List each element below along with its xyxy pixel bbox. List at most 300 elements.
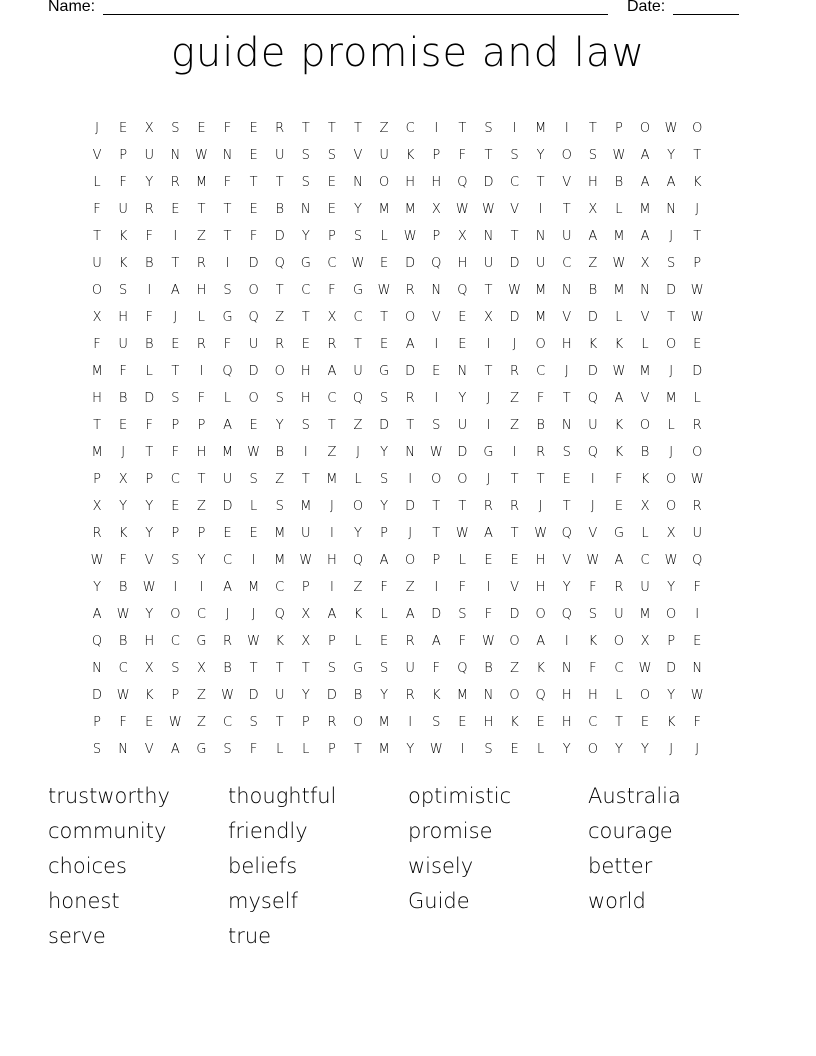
grid-letter[interactable]: Y <box>301 688 310 703</box>
grid-letter[interactable]: Z <box>196 715 206 730</box>
grid-letter[interactable]: I <box>303 445 308 460</box>
grid-letter[interactable]: P <box>171 526 180 541</box>
grid-letter[interactable]: Q <box>561 526 572 541</box>
grid-letter[interactable]: C <box>222 715 233 730</box>
grid-letter[interactable]: J <box>95 121 99 136</box>
grid-letter[interactable]: A <box>666 175 676 190</box>
grid-letter[interactable]: S <box>327 661 337 676</box>
grid-letter[interactable]: A <box>431 634 441 649</box>
grid-letter[interactable]: F <box>171 445 180 460</box>
grid-letter[interactable]: M <box>378 742 390 757</box>
grid-letter[interactable]: D <box>248 256 259 271</box>
grid-letter[interactable]: U <box>588 418 598 433</box>
grid-letter[interactable]: M <box>221 445 234 460</box>
grid-letter[interactable]: P <box>145 472 154 487</box>
grid-letter[interactable]: K <box>588 337 598 352</box>
grid-letter[interactable]: C <box>170 634 180 649</box>
grid-letter[interactable]: Z <box>379 121 389 136</box>
grid-letter[interactable]: X <box>301 607 311 622</box>
grid-letter[interactable]: W <box>586 553 600 568</box>
grid-letter[interactable]: X <box>431 202 441 217</box>
grid-letter[interactable]: Z <box>196 229 206 244</box>
grid-letter[interactable]: I <box>486 337 491 352</box>
grid-letter[interactable]: T <box>249 175 258 190</box>
grid-letter[interactable]: I <box>434 391 439 406</box>
grid-letter[interactable]: U <box>353 364 363 379</box>
grid-letter[interactable]: G <box>613 526 624 541</box>
grid-letter[interactable]: Z <box>196 688 206 703</box>
grid-letter[interactable]: H <box>144 634 155 649</box>
grid-letter[interactable]: P <box>667 634 676 649</box>
grid-letter[interactable]: H <box>300 391 311 406</box>
grid-letter[interactable]: H <box>196 445 207 460</box>
grid-letter[interactable]: E <box>249 526 258 541</box>
grid-letter[interactable]: F <box>119 715 127 730</box>
grid-letter[interactable]: R <box>483 499 493 514</box>
grid-letter[interactable]: D <box>587 310 598 325</box>
grid-letter[interactable]: X <box>457 229 467 244</box>
grid-letter[interactable]: R <box>510 499 520 514</box>
grid-letter[interactable]: I <box>460 742 465 757</box>
grid-letter[interactable]: T <box>614 715 623 730</box>
grid-letter[interactable]: F <box>145 418 153 433</box>
grid-letter[interactable]: N <box>561 418 572 433</box>
grid-letter[interactable]: O <box>91 283 103 298</box>
grid-letter[interactable]: K <box>353 607 363 622</box>
grid-letter[interactable]: Y <box>145 499 154 514</box>
grid-letter[interactable]: D <box>405 256 416 271</box>
grid-letter[interactable]: Q <box>457 283 468 298</box>
grid-letter[interactable]: V <box>640 391 650 406</box>
grid-letter[interactable]: P <box>171 688 180 703</box>
grid-letter[interactable]: J <box>486 391 491 406</box>
grid-letter[interactable]: U <box>405 661 415 676</box>
grid-letter[interactable]: U <box>118 202 128 217</box>
grid-letter[interactable]: Y <box>197 553 206 568</box>
grid-letter[interactable]: V <box>510 580 519 595</box>
grid-letter[interactable]: F <box>145 229 153 244</box>
grid-letter[interactable]: P <box>693 256 702 271</box>
grid-letter[interactable]: T <box>458 499 467 514</box>
grid-letter[interactable]: F <box>119 364 127 379</box>
grid-letter[interactable]: Y <box>380 688 389 703</box>
grid-letter[interactable]: I <box>147 283 152 298</box>
grid-letter[interactable]: Y <box>562 742 571 757</box>
grid-letter[interactable]: O <box>248 283 259 298</box>
grid-letter[interactable]: C <box>301 283 311 298</box>
grid-letter[interactable]: T <box>301 661 310 676</box>
grid-letter[interactable]: Y <box>145 607 154 622</box>
grid-letter[interactable]: I <box>329 526 334 541</box>
grid-letter[interactable]: L <box>223 391 232 406</box>
grid-letter[interactable]: T <box>327 121 336 136</box>
grid-letter[interactable]: R <box>405 688 415 703</box>
grid-letter[interactable]: V <box>144 553 154 568</box>
grid-letter[interactable]: H <box>118 310 129 325</box>
grid-letter[interactable]: L <box>537 742 545 757</box>
grid-letter[interactable]: Y <box>614 742 623 757</box>
grid-letter[interactable]: F <box>693 580 701 595</box>
grid-letter[interactable]: N <box>561 283 572 298</box>
grid-letter[interactable]: N <box>483 229 494 244</box>
grid-letter[interactable]: S <box>379 661 389 676</box>
grid-letter[interactable]: T <box>484 283 493 298</box>
grid-letter[interactable]: K <box>118 256 128 271</box>
grid-letter[interactable]: Y <box>641 742 649 757</box>
grid-letter[interactable]: Q <box>91 634 103 649</box>
grid-letter[interactable]: I <box>564 634 569 649</box>
grid-letter[interactable]: D <box>326 688 337 703</box>
grid-letter[interactable]: E <box>693 634 702 649</box>
grid-letter[interactable]: E <box>458 310 467 325</box>
grid-letter[interactable]: W <box>638 661 652 676</box>
grid-letter[interactable]: A <box>92 607 102 622</box>
grid-letter[interactable]: M <box>639 202 651 217</box>
grid-letter[interactable]: A <box>170 742 180 757</box>
grid-letter[interactable]: Q <box>248 310 259 325</box>
grid-letter[interactable]: O <box>352 715 364 730</box>
grid-letter[interactable]: P <box>119 148 128 163</box>
grid-letter[interactable]: K <box>275 634 284 649</box>
grid-letter[interactable]: E <box>432 364 441 379</box>
grid-letter[interactable]: S <box>249 715 258 730</box>
grid-letter[interactable]: D <box>509 607 520 622</box>
grid-letter[interactable]: Z <box>405 580 415 595</box>
grid-letter[interactable]: V <box>588 526 598 541</box>
grid-letter[interactable]: K <box>640 472 650 487</box>
grid-letter[interactable]: D <box>248 364 259 379</box>
grid-letter[interactable]: I <box>564 121 569 136</box>
grid-letter[interactable]: C <box>588 715 598 730</box>
grid-letter[interactable]: X <box>301 634 311 649</box>
grid-letter[interactable]: E <box>119 418 128 433</box>
grid-letter[interactable]: D <box>431 607 442 622</box>
grid-letter[interactable]: Q <box>561 607 572 622</box>
grid-letter[interactable]: S <box>171 391 180 406</box>
grid-letter[interactable]: A <box>588 229 598 244</box>
grid-letter[interactable]: E <box>458 715 467 730</box>
grid-letter[interactable]: T <box>588 121 597 136</box>
grid-letter[interactable]: E <box>249 121 258 136</box>
grid-letter[interactable]: X <box>92 310 102 325</box>
grid-letter[interactable]: R <box>327 715 337 730</box>
grid-letter[interactable]: T <box>562 202 571 217</box>
grid-letter[interactable]: S <box>458 607 467 622</box>
grid-letter[interactable]: F <box>432 661 440 676</box>
grid-letter[interactable]: U <box>222 472 233 487</box>
grid-letter[interactable]: S <box>171 121 180 136</box>
grid-letter[interactable]: N <box>300 202 311 217</box>
grid-letter[interactable]: W <box>534 526 548 541</box>
grid-letter[interactable]: W <box>455 526 469 541</box>
grid-letter[interactable]: O <box>535 607 546 622</box>
grid-letter[interactable]: D <box>457 445 468 460</box>
grid-letter[interactable]: T <box>562 391 571 406</box>
grid-letter[interactable]: I <box>173 229 178 244</box>
grid-letter[interactable]: Q <box>535 688 546 703</box>
grid-letter[interactable]: M <box>274 526 286 541</box>
grid-letter[interactable]: J <box>669 742 674 757</box>
grid-letter[interactable]: N <box>405 445 416 460</box>
grid-letter[interactable]: F <box>93 202 101 217</box>
grid-letter[interactable]: U <box>118 337 128 352</box>
grid-letter[interactable]: W <box>403 229 417 244</box>
grid-letter[interactable]: H <box>587 175 598 190</box>
grid-letter[interactable]: Q <box>352 391 364 406</box>
grid-letter[interactable]: U <box>144 148 154 163</box>
grid-letter[interactable]: T <box>171 256 180 271</box>
grid-letter[interactable]: Q <box>587 445 598 460</box>
grid-letter[interactable]: E <box>249 148 258 163</box>
grid-letter[interactable]: J <box>564 364 569 379</box>
grid-letter[interactable]: B <box>144 337 154 352</box>
grid-letter[interactable]: T <box>510 229 519 244</box>
grid-letter[interactable]: T <box>301 472 310 487</box>
grid-letter[interactable]: T <box>354 742 362 757</box>
grid-letter[interactable]: U <box>457 418 468 433</box>
grid-letter[interactable]: D <box>144 391 155 406</box>
grid-letter[interactable]: O <box>509 634 520 649</box>
grid-letter[interactable]: S <box>484 121 493 136</box>
grid-letter[interactable]: S <box>223 283 232 298</box>
grid-letter[interactable]: Y <box>354 202 362 217</box>
grid-letter[interactable]: L <box>641 526 649 541</box>
grid-letter[interactable]: Q <box>457 661 468 676</box>
grid-letter[interactable]: S <box>301 148 310 163</box>
grid-letter[interactable]: T <box>380 310 389 325</box>
grid-letter[interactable]: C <box>405 121 415 136</box>
grid-letter[interactable]: T <box>93 418 102 433</box>
grid-letter[interactable]: F <box>536 391 545 406</box>
grid-letter[interactable]: E <box>171 499 180 514</box>
grid-letter[interactable]: A <box>405 337 415 352</box>
grid-letter[interactable]: R <box>222 634 233 649</box>
grid-letter[interactable]: E <box>484 553 493 568</box>
grid-letter[interactable]: N <box>353 175 363 190</box>
grid-letter[interactable]: F <box>328 283 336 298</box>
grid-letter[interactable]: F <box>249 229 258 244</box>
grid-letter[interactable]: O <box>665 499 677 514</box>
grid-letter[interactable]: O <box>405 553 416 568</box>
grid-letter[interactable]: Z <box>275 472 285 487</box>
grid-letter[interactable]: J <box>512 337 517 352</box>
grid-letter[interactable]: Y <box>119 499 128 514</box>
grid-letter[interactable]: T <box>354 337 362 352</box>
grid-letter[interactable]: M <box>639 364 651 379</box>
grid-letter[interactable]: K <box>432 688 441 703</box>
grid-letter[interactable]: Q <box>587 391 598 406</box>
grid-letter[interactable]: O <box>509 688 520 703</box>
grid-letter[interactable]: R <box>405 391 415 406</box>
grid-letter[interactable]: Y <box>145 175 154 190</box>
grid-letter[interactable]: P <box>197 418 206 433</box>
grid-letter[interactable]: H <box>561 337 572 352</box>
grid-letter[interactable]: M <box>91 364 103 379</box>
grid-letter[interactable]: E <box>379 337 389 352</box>
grid-letter[interactable]: E <box>145 715 154 730</box>
grid-letter[interactable]: L <box>354 634 362 649</box>
grid-letter[interactable]: W <box>90 553 104 568</box>
grid-letter[interactable]: I <box>199 580 204 595</box>
grid-letter[interactable]: K <box>692 175 702 190</box>
grid-letter[interactable]: T <box>275 715 284 730</box>
grid-letter[interactable]: E <box>640 715 650 730</box>
grid-letter[interactable]: M <box>378 202 390 217</box>
grid-letter[interactable]: S <box>301 418 310 433</box>
grid-letter[interactable]: S <box>92 742 102 757</box>
grid-letter[interactable]: A <box>536 634 546 649</box>
grid-letter[interactable]: P <box>327 229 336 244</box>
grid-letter[interactable]: I <box>408 715 413 730</box>
grid-letter[interactable]: F <box>693 715 701 730</box>
grid-letter[interactable]: E <box>249 202 258 217</box>
grid-letter[interactable]: N <box>535 229 546 244</box>
grid-letter[interactable]: X <box>144 121 154 136</box>
grid-letter[interactable]: D <box>405 364 416 379</box>
grid-letter[interactable]: O <box>639 121 651 136</box>
grid-letter[interactable]: O <box>613 634 625 649</box>
grid-letter[interactable]: R <box>327 337 337 352</box>
grid-letter[interactable]: M <box>639 607 651 622</box>
grid-letter[interactable]: X <box>144 661 154 676</box>
grid-letter[interactable]: C <box>170 472 180 487</box>
grid-letter[interactable]: X <box>640 499 650 514</box>
grid-letter[interactable]: T <box>197 202 206 217</box>
date-input-line[interactable] <box>673 14 739 15</box>
grid-letter[interactable]: B <box>275 202 284 217</box>
grid-letter[interactable]: W <box>299 553 313 568</box>
grid-letter[interactable]: U <box>614 607 624 622</box>
grid-letter[interactable]: D <box>222 499 233 514</box>
grid-letter[interactable]: Y <box>458 391 467 406</box>
grid-letter[interactable]: L <box>249 499 258 514</box>
grid-letter[interactable]: I <box>225 256 230 271</box>
grid-letter[interactable]: O <box>405 310 416 325</box>
grid-letter[interactable]: L <box>615 688 623 703</box>
grid-letter[interactable]: U <box>483 256 494 271</box>
grid-letter[interactable]: Y <box>536 148 545 163</box>
grid-letter[interactable]: C <box>327 391 337 406</box>
grid-letter[interactable]: S <box>562 445 571 460</box>
grid-letter[interactable]: M <box>613 229 625 244</box>
grid-letter[interactable]: M <box>613 283 625 298</box>
grid-letter[interactable]: U <box>561 229 572 244</box>
grid-letter[interactable]: M <box>195 175 208 190</box>
grid-letter[interactable]: T <box>301 121 310 136</box>
grid-letter[interactable]: U <box>248 337 259 352</box>
grid-letter[interactable]: M <box>665 391 677 406</box>
grid-letter[interactable]: H <box>535 580 546 595</box>
grid-letter[interactable]: E <box>327 175 336 190</box>
grid-letter[interactable]: J <box>173 310 178 325</box>
grid-letter[interactable]: I <box>486 418 491 433</box>
grid-letter[interactable]: J <box>669 364 674 379</box>
grid-letter[interactable]: E <box>301 337 310 352</box>
grid-letter[interactable]: V <box>92 148 102 163</box>
grid-letter[interactable]: K <box>405 148 415 163</box>
grid-letter[interactable]: J <box>538 499 543 514</box>
grid-letter[interactable]: C <box>536 364 546 379</box>
grid-letter[interactable]: V <box>640 310 650 325</box>
grid-letter[interactable]: K <box>614 418 624 433</box>
grid-letter[interactable]: V <box>562 175 572 190</box>
grid-letter[interactable]: O <box>457 472 468 487</box>
grid-letter[interactable]: W <box>508 283 521 298</box>
grid-letter[interactable]: S <box>301 175 310 190</box>
grid-letter[interactable]: S <box>432 418 441 433</box>
grid-letter[interactable]: U <box>379 148 389 163</box>
grid-letter[interactable]: H <box>535 553 546 568</box>
grid-letter[interactable]: T <box>223 202 232 217</box>
grid-letter[interactable]: H <box>587 688 598 703</box>
grid-letter[interactable]: O <box>692 445 703 460</box>
grid-letter[interactable]: V <box>562 310 572 325</box>
grid-letter[interactable]: P <box>93 715 101 730</box>
grid-letter[interactable]: D <box>92 688 103 703</box>
grid-letter[interactable]: O <box>639 418 651 433</box>
name-input-line[interactable] <box>103 14 608 15</box>
grid-letter[interactable]: Z <box>353 418 363 433</box>
grid-letter[interactable]: L <box>693 391 701 406</box>
grid-letter[interactable]: J <box>356 445 360 460</box>
grid-letter[interactable]: I <box>538 202 543 217</box>
grid-letter[interactable]: P <box>301 715 310 730</box>
grid-letter[interactable]: D <box>274 229 285 244</box>
grid-letter[interactable]: V <box>353 148 363 163</box>
grid-letter[interactable]: A <box>484 526 493 541</box>
grid-letter[interactable]: W <box>351 256 365 271</box>
grid-letter[interactable]: I <box>695 607 700 622</box>
grid-letter[interactable]: O <box>535 337 546 352</box>
grid-letter[interactable]: C <box>275 580 285 595</box>
grid-letter[interactable]: I <box>408 472 413 487</box>
grid-letter[interactable]: W <box>221 688 234 703</box>
grid-letter[interactable]: W <box>455 202 469 217</box>
grid-letter[interactable]: T <box>223 229 232 244</box>
grid-letter[interactable]: W <box>612 256 626 271</box>
grid-letter[interactable]: I <box>329 580 334 595</box>
grid-letter[interactable]: N <box>483 688 494 703</box>
grid-letter[interactable]: W <box>142 580 156 595</box>
grid-letter[interactable]: J <box>486 472 491 487</box>
grid-letter[interactable]: S <box>379 391 389 406</box>
grid-letter[interactable]: Z <box>353 580 363 595</box>
grid-letter[interactable]: B <box>353 688 363 703</box>
grid-letter[interactable]: O <box>248 391 259 406</box>
grid-letter[interactable]: D <box>248 688 259 703</box>
grid-letter[interactable]: T <box>484 364 493 379</box>
grid-letter[interactable]: C <box>640 553 650 568</box>
grid-letter[interactable]: O <box>274 364 285 379</box>
grid-letter[interactable]: R <box>510 364 520 379</box>
grid-letter[interactable]: A <box>223 580 232 595</box>
grid-letter[interactable]: M <box>404 202 416 217</box>
grid-letter[interactable]: W <box>377 283 391 298</box>
grid-letter[interactable]: E <box>510 553 519 568</box>
grid-letter[interactable]: L <box>667 418 675 433</box>
grid-letter[interactable]: K <box>614 445 624 460</box>
grid-letter[interactable]: D <box>483 175 494 190</box>
grid-letter[interactable]: B <box>223 661 232 676</box>
grid-letter[interactable]: W <box>690 472 704 487</box>
grid-letter[interactable]: C <box>118 661 128 676</box>
grid-letter[interactable]: L <box>145 364 153 379</box>
grid-letter[interactable]: C <box>327 256 337 271</box>
grid-letter[interactable]: O <box>665 607 677 622</box>
grid-letter[interactable]: B <box>614 175 624 190</box>
grid-letter[interactable]: S <box>171 661 180 676</box>
grid-letter[interactable]: E <box>614 499 624 514</box>
